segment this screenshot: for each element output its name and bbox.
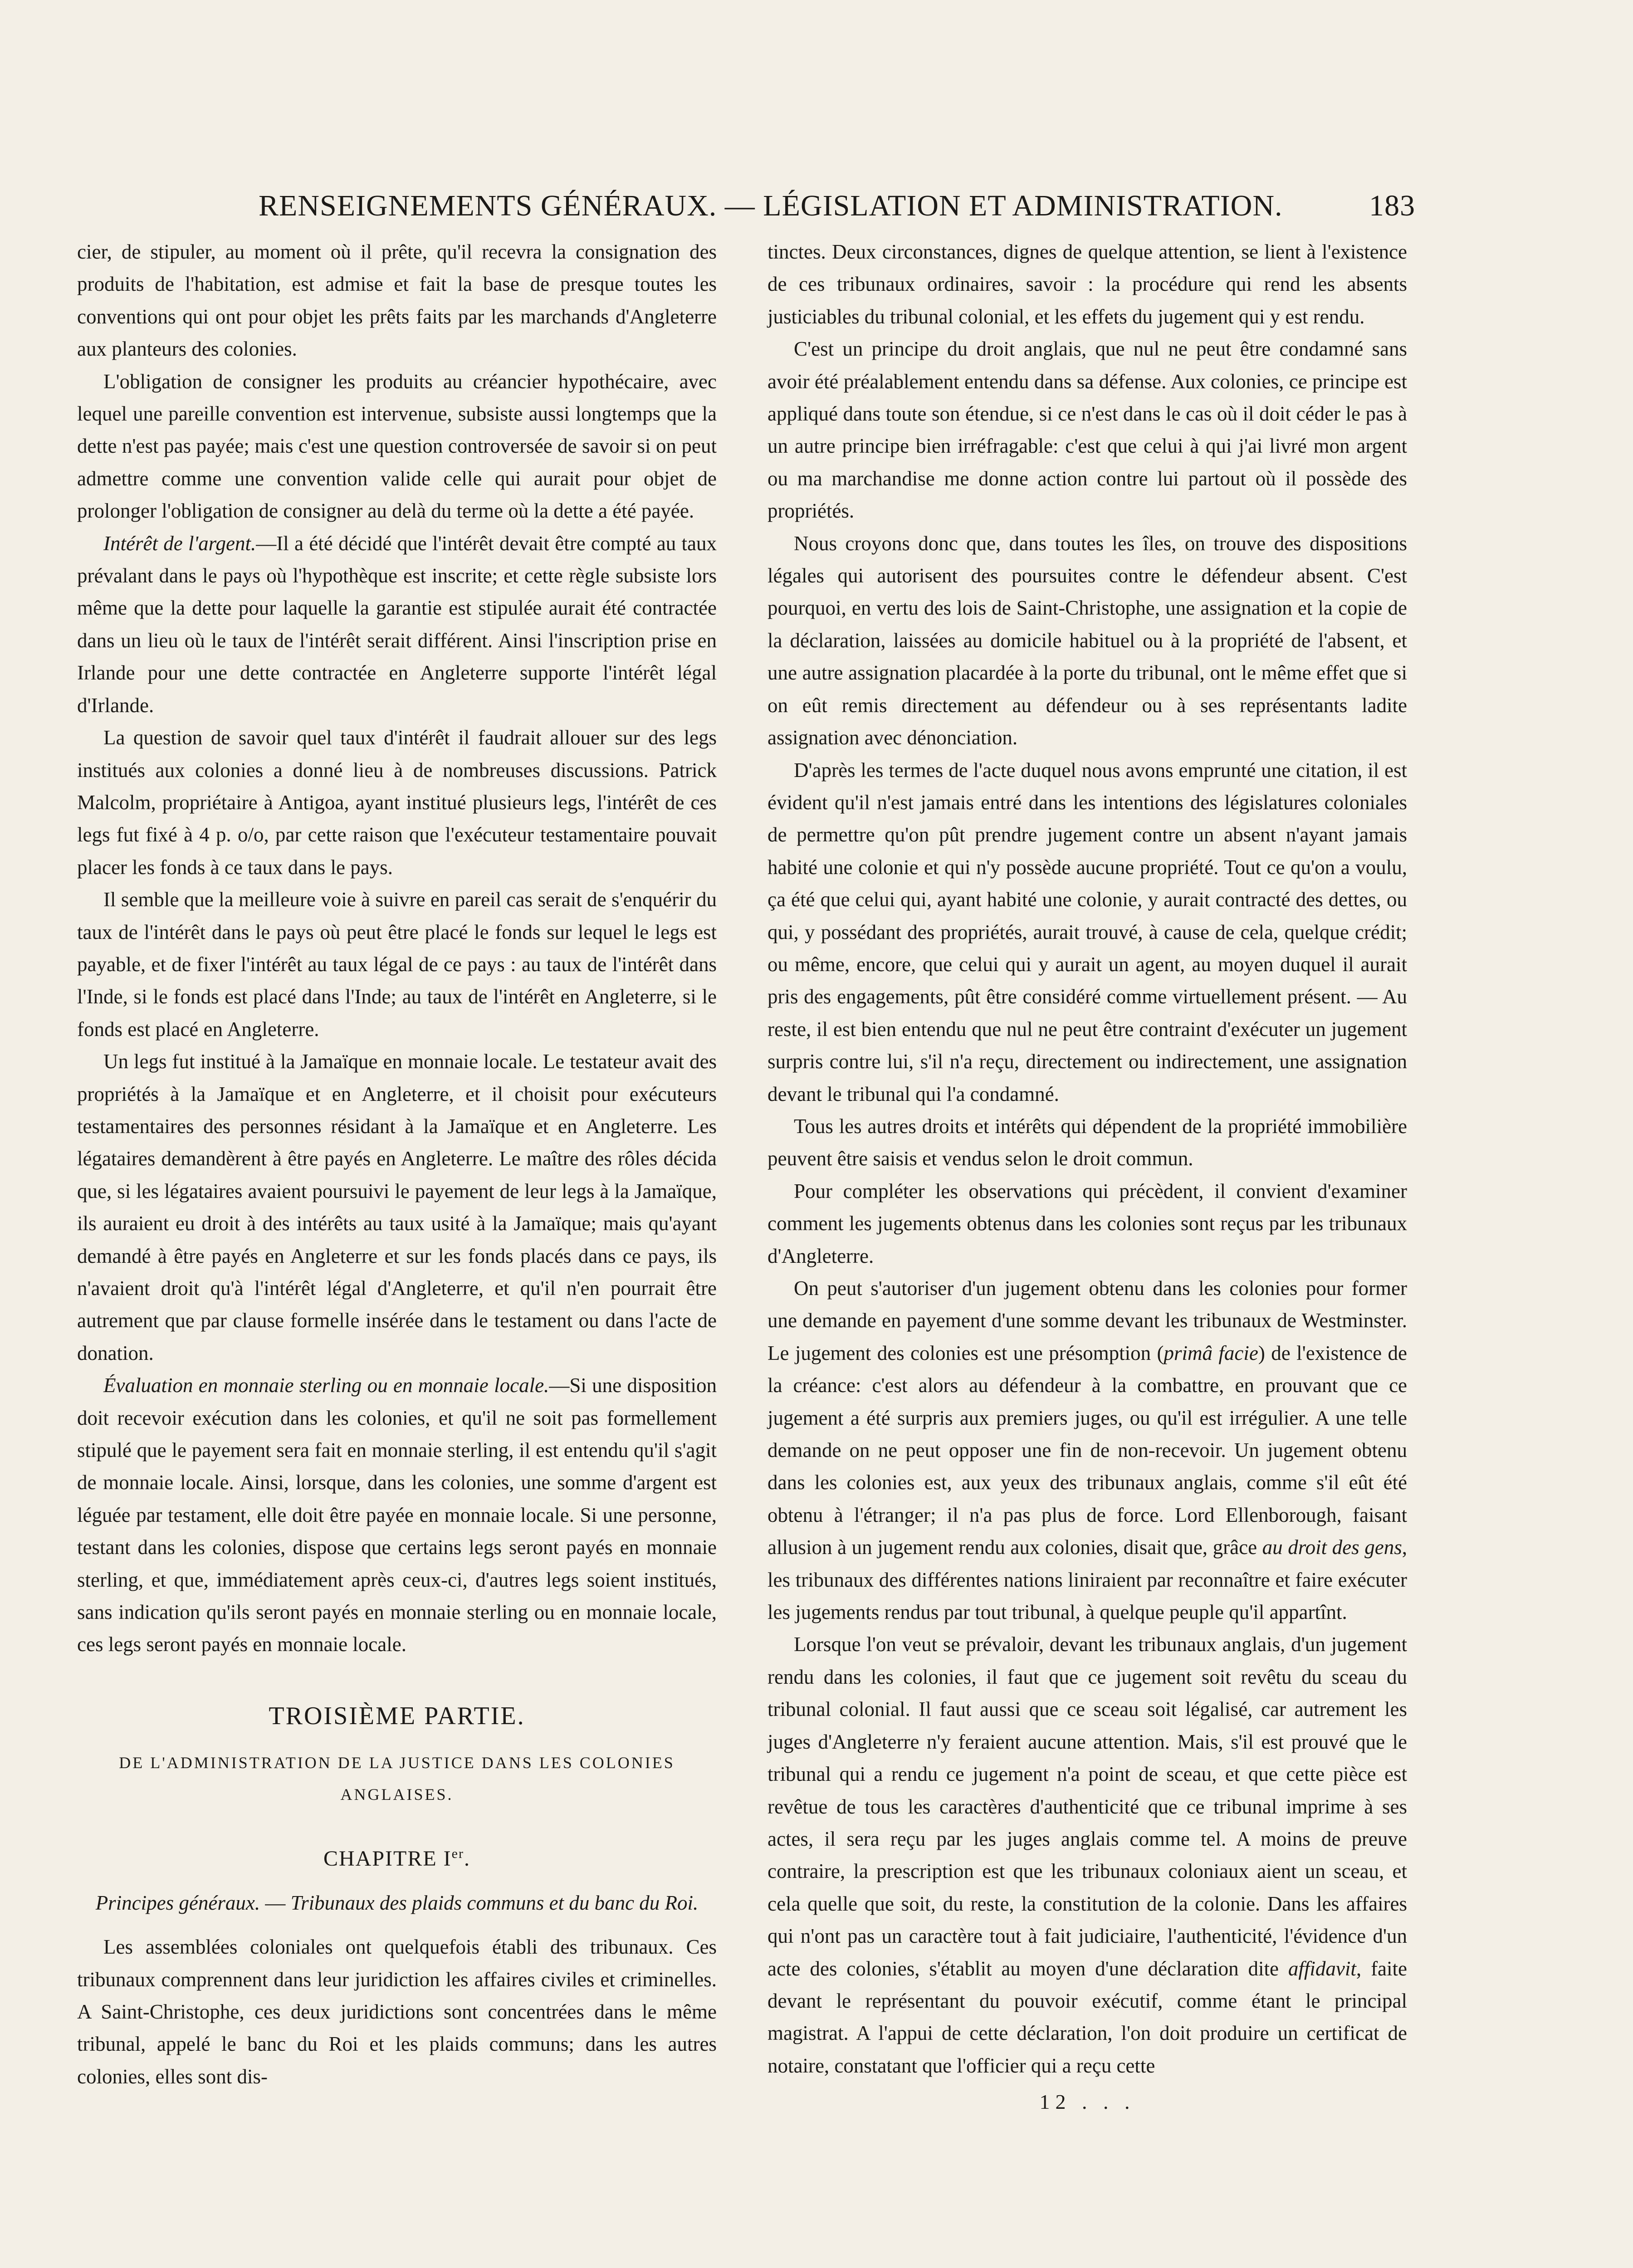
running-header	[218, 181, 1415, 230]
chapter-title	[77, 1838, 717, 1875]
paragraph-text: —Il a été décidé que l'intérêt devait être compté au taux prévalant dans le pays où l'hypothèque est inscrite; et cette règle subsiste lors même que la dette pour laquelle la garantie est stipulée aurait été contractée dans un lieu où le taux de l'intérêt serait différent. Ainsi l'inscription prise en Irlande pour une dette contractée en Angleterre supporte l'intérêt légal d'Irlande.	[77, 532, 717, 717]
paragraph: Il semble que la meilleure voie à suivre en pareil cas serait de s'enquérir du taux de l'intérêt dans le pays où peut être placé le fonds sur lequel le legs est payable, et de fixer l'intérêt au taux légal de ce pays : au taux de l'intérêt dans l'Inde, si le fonds est placé dans l'Inde; au taux de l'intérêt en Angleterre, si le fonds est placé en Angleterre.	[77, 888, 717, 1041]
right-column	[768, 236, 1407, 2118]
page-number: 183	[1369, 189, 1415, 222]
paragraph	[77, 1369, 717, 1661]
part-subtitle: DE L'ADMINISTRATION DE LA JUSTICE DANS LES COLONIES ANGLAISES.	[119, 1754, 675, 1804]
paragraph: Nous croyons donc que, dans toutes les îles, on trouve des dispositions légales qui autorisent des poursuites contre le défendeur absent. C'est pourquoi, en vertu des lois de Saint-Christophe, une assignation et la copie de la déclaration, laissées au domicile habituel ou à la propriété de l'absent, et une autre assignation placardée à la porte du tribunal, ont le même effet que si on eût remis directement au défendeur ou à ses représentants ladite assignation avec dénonciation.	[768, 532, 1407, 749]
signature-mark: 12 . . .	[1039, 2090, 1135, 2114]
paragraph	[768, 1628, 1407, 2082]
italic-term: affidavit	[1288, 1957, 1356, 1980]
part-title: TROISIÈME PARTIE.	[269, 1701, 525, 1730]
left-column	[77, 236, 717, 2093]
paragraph-text: ) de l'existence de la créance: c'est alors au défendeur à la combattre, en prouvant que ce jugement a été surpris aux premiers juges, ou qu'il est irrégulier. A une telle demande on ne peut opposer une fin de non-recevoir. Un jugement obtenu dans les colonies est, aux yeux des tribunaux anglais, comme s'il eût été obtenu à l'étranger; il n'a pas plus de force. Lord Ellenborough, faisant allusion à un jugement rendu aux colonies, disait que, grâce	[768, 1341, 1407, 1559]
paragraph-text: , les tribunaux des différentes nations liniraient par reconnaître et faire exécuter les jugements rendus par tout tribunal, à quelque peuple qu'il appartînt.	[768, 1536, 1407, 1624]
chapter-heading	[77, 1887, 717, 1919]
paragraph: Un legs fut institué à la Jamaïque en monnaie locale. Le testateur avait des propriétés à la Jamaïque et en Angleterre, et il choisit pour exécuteurs testamentaires des personnes résidant à la Jamaïque et en Angleterre. Les légataires demandèrent à être payés en Angleterre. Le maître des rôles décida que, si les légataires avaient poursuivi le payement de leur legs à la Jamaïque, ils auraient eu droit à des intérêts au taux usité à la Jamaïque; mais qu'ayant demandé à être payés en Angleterre et sur les fonds placés dans ce pays, ils n'avaient droit qu'à l'intérêt légal d'Angleterre, et qu'il n'en pourrait être autrement que par clause formelle insérée dans le testament ou dans l'acte de donation.	[77, 1050, 717, 1364]
paragraph: L'obligation de consigner les produits au créancier hypothécaire, avec lequel une pareille convention est intervenue, subsiste aussi longtemps que la dette n'est pas payée; mais c'est une question controversée de savoir si on peut admettre comme une convention valide celle qui aurait pour objet de prolonger l'obligation de consigner au delà du terme où la dette a été payée.	[77, 370, 717, 523]
paragraph-text: Lorsque l'on veut se prévaloir, devant les tribunaux anglais, d'un jugement rendu dans les colonies, il faut que ce jugement soit revêtu du sceau du tribunal colonial. Il faut aussi que ce sceau soit légalisé, car autrement les juges d'Angleterre n'y feraient aucune attention. Mais, s'il est prouvé que le tribunal qui a rendu ce jugement n'a point de sceau, et que cette pièce est revêtue de tous les caractères d'authenticité que ce tribunal imprime à ses actes, il sera reçu par les juges anglais comme tel. A moins de preuve contraire, la prescription est que les tribunaux coloniaux aient un sceau, et cela quelle que soit, du reste, la constitution de la colonie. Dans les affaires qui n'ont pas un caractère tout à fait judiciaire, l'authenticité, l'évidence d'un acte des colonies, s'établit au moyen d'une déclaration dite	[768, 1633, 1407, 1980]
paragraph: D'après les termes de l'acte duquel nous avons emprunté une citation, il est évident qu'il n'est jamais entré dans les intentions des législatures coloniales de permettre qu'on pût prendre jugement contre un absent n'ayant jamais habité une colonie et qui n'y possède aucune propriété. Tout ce qu'on a voulu, ça été que celui qui, ayant habité une colonie, y aurait contracté des dettes, ou qui, y possédant des propriétés, aurait trouvé, à cause de cela, quelque crédit; ou même, encore, que celui qui y aurait un agent, au moyen duquel il aurait pris des engagements, pût être considéré comme virtuellement présent. — Au reste, il est bien entendu que nul ne peut être contraint d'exécuter un jugement surpris contre lui, s'il n'a reçu, directement ou indirectement, une assignation devant le tribunal qui l'a condamné.	[768, 758, 1407, 1105]
chapter-dot: .	[464, 1847, 470, 1871]
paragraph	[768, 1272, 1407, 1628]
paragraph: Pour compléter les observations qui précèdent, il convient d'examiner comment les jugements obtenus dans les colonies sont reçus par les tribunaux d'Angleterre.	[768, 1179, 1407, 1267]
header-title: RENSEIGNEMENTS GÉNÉRAUX. — LÉGISLATION ET ADMINISTRATION.	[259, 189, 1283, 222]
paragraph-text: On peut s'autoriser d'un jugement obtenu dans les colonies pour former une demande en payement d'une somme devant les tribunaux de Westminster. Le jugement des colonies est une présomption (	[768, 1277, 1407, 1364]
italic-term: au droit des gens	[1262, 1536, 1402, 1559]
paragraph: Les assemblées coloniales ont quelquefois établi des tribunaux. Ces tribunaux comprennent dans leur juridiction les affaires civiles et criminelles. A Saint-Christophe, ces deux juridictions sont concentrées dans le même tribunal, appelé le banc du Roi et les plaids communs; dans les autres colonies, elles sont dis-	[77, 1936, 717, 2088]
chapter-title-text: CHAPITRE I	[323, 1847, 452, 1871]
section-heading-text: Tribunaux des plaids communs et du banc du Roi.	[290, 1891, 699, 1914]
section-label: Évaluation en monnaie sterling ou en monnaie locale.	[103, 1374, 549, 1397]
section-label: Principes généraux.	[95, 1891, 260, 1914]
italic-term: primâ facie	[1164, 1341, 1258, 1364]
paragraph	[77, 528, 717, 722]
paragraph: tinctes. Deux circonstances, dignes de quelque attention, se lient à l'existence de ces tribunaux ordinaires, savoir : la procédure qui rend les absents justiciables du tribunal colonial, et les effets du jugement qui y est rendu.	[768, 240, 1407, 328]
paragraph: La question de savoir quel taux d'intérêt il faudrait allouer sur des legs institués aux colonies a donné lieu à de nombreuses discussions. Patrick Malcolm, propriétaire à Antigoa, ayant institué plusieurs legs, l'intérêt de ces legs fut fixé à 4 p. o/o, par cette raison que l'exécuteur testamentaire pouvait placer les fonds à ce taux dans le pays.	[77, 726, 717, 879]
paragraph: C'est un principe du droit anglais, que nul ne peut être condamné sans avoir été préalablement entendu dans sa défense. Aux colonies, ce principe est appliqué dans toute son étendue, si ce n'est dans le cas où il doit céder le pas à un autre principe bien irréfragable: c'est que celui à qui j'ai livré mon argent ou ma marchandise me donne action contre lui partout où il possède des propriétés.	[768, 337, 1407, 523]
chapter-ordinal: er	[451, 1846, 464, 1862]
paragraph: cier, de stipuler, au moment où il prête, qu'il recevra la consignation des produits de l'habitation, est admise et fait la base de presque toutes les conventions qui ont pour objet les prêts faits par les marchands d'Angleterre aux planteurs des colonies.	[77, 240, 717, 361]
section-label: Intérêt de l'argent.	[103, 532, 256, 555]
paragraph-text: —Si une disposition doit recevoir exécution dans les colonies, et qu'il ne soit pas formellement stipulé que le payement sera fait en monnaie sterling, il est entendu qu'il s'agit de monnaie locale. Ainsi, lorsque, dans les colonies, une somme d'argent est léguée par testament, elle doit être payée en monnaie locale. Si une personne, testant dans les colonies, dispose que certains legs seront payés en monnaie sterling, et que, immédiatement après ceux-ci, d'autres legs soient institués, sans indication qu'ils seront payés en monnaie sterling ou en monnaie locale, ces legs seront payés en monnaie locale.	[77, 1374, 717, 1656]
paragraph: Tous les autres droits et intérêts qui dépendent de la propriété immobilière peuvent être saisis et vendus selon le droit commun.	[768, 1114, 1407, 1170]
paragraph-text: , faite devant le représentant du pouvoir exécutif, comme étant le principal magistrat. A l'appui de cette déclaration, l'on doit produire un certificat de notaire, constatant que l'officier qui a reçu cette	[768, 1957, 1407, 2077]
heading-dash: —	[260, 1891, 291, 1914]
